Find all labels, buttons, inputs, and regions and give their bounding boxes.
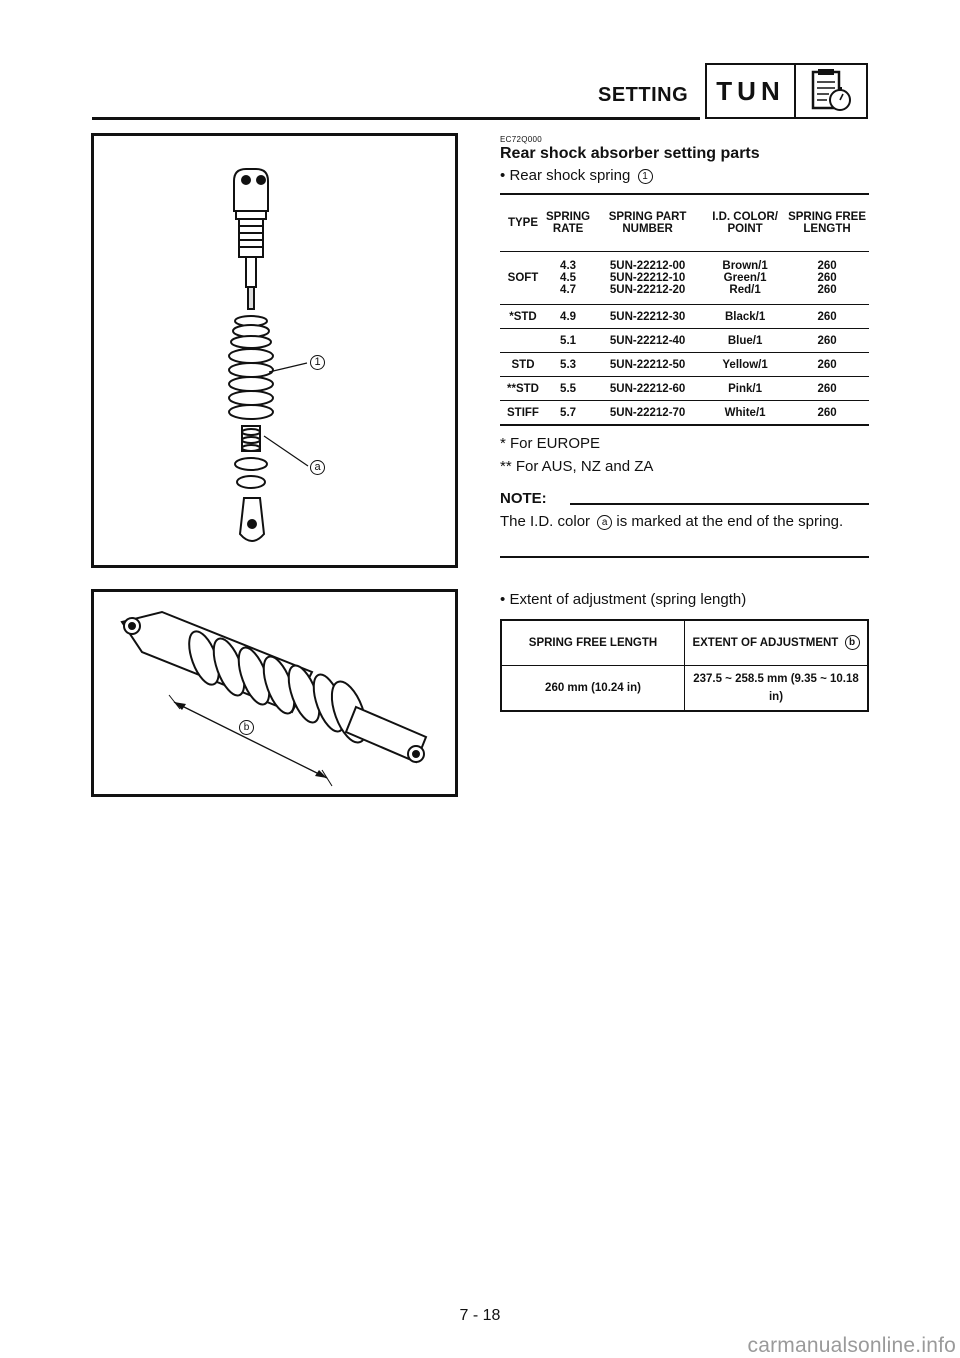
figure-shock-assembly	[91, 589, 458, 797]
cell: 260	[785, 329, 869, 353]
cell: 260 260 260	[785, 252, 869, 305]
cell	[500, 329, 546, 353]
cell: 5UN-22212-00 5UN-22212-10 5UN-22212-20	[590, 252, 705, 305]
cell: 5.7	[560, 406, 577, 419]
cell: Brown/1 Green/1 Red/1	[705, 252, 785, 305]
table-row	[500, 353, 869, 377]
cell: 5.1	[546, 329, 590, 353]
footnote-europe: * For EUROPE	[500, 435, 601, 452]
col-id-color: I.D. COLOR/ POINT	[705, 194, 785, 252]
table-row	[500, 401, 869, 426]
col-free-length: SPRING FREE LENGTH	[785, 194, 869, 252]
cell: Pink/1	[705, 377, 785, 401]
cell: 5.5	[546, 377, 590, 401]
bullet-text: Extent of adjustment (spring length)	[509, 591, 747, 608]
section-badge	[705, 63, 868, 119]
table-row	[501, 666, 868, 712]
cell: STD	[500, 353, 546, 377]
col-extent-label: EXTENT OF ADJUSTMENT	[692, 637, 839, 649]
shock-assembly-illustration	[94, 592, 455, 794]
col-part-number: SPRING PART NUMBER	[590, 194, 705, 252]
cell: 5UN-22212-60	[590, 377, 705, 401]
cell: 260	[785, 305, 869, 329]
callout-1: 1	[310, 355, 325, 370]
footnote-aus-nz-za: ** For AUS, NZ and ZA	[500, 458, 654, 475]
table-header-row	[500, 194, 869, 252]
adjustment-table	[500, 619, 869, 712]
cell: 5UN-22212-40	[590, 329, 705, 353]
cell: 5.3	[546, 353, 590, 377]
cell: SOFT	[500, 252, 546, 305]
cell-free-length-value: 260 mm (10.24 in)	[501, 666, 685, 712]
note-text-after: is marked at the end of the spring.	[616, 513, 844, 530]
note-rule-bottom	[500, 556, 869, 558]
bullet-dot: •	[500, 591, 506, 608]
cell: **STD	[500, 377, 546, 401]
cell: Black/1	[705, 305, 785, 329]
ref-callout-b: b	[845, 635, 860, 650]
figure-shock-spring-parts	[91, 133, 458, 568]
section-badge-label: TUN	[707, 65, 796, 117]
cell: 5UN-22212-70	[609, 406, 686, 419]
shock-spring-illustration	[94, 136, 455, 565]
bullet-rear-shock-spring	[500, 167, 653, 184]
cell: Yellow/1	[705, 353, 785, 377]
cell: 4.9	[546, 305, 590, 329]
page-title: SETTING	[598, 84, 689, 106]
bullet-dot: •	[500, 167, 506, 184]
section-code: EC72Q000	[500, 135, 542, 144]
cell: 4.3 4.5 4.7	[546, 252, 590, 305]
cell: 260	[817, 406, 837, 419]
cell: *STD	[500, 305, 546, 329]
ref-callout-a: a	[597, 515, 612, 530]
watermark: carmanualsonline.info	[747, 1334, 956, 1357]
bullet-text: Rear shock spring	[509, 167, 631, 184]
table-row	[500, 305, 869, 329]
note-rule-top	[570, 503, 869, 505]
note-label: NOTE:	[500, 490, 547, 507]
cell: 5UN-22212-50	[590, 353, 705, 377]
callout-b: b	[239, 720, 254, 735]
bullet-extent-adjustment	[500, 591, 746, 608]
header-rule	[92, 117, 700, 120]
col-extent-of-adjustment	[685, 620, 869, 666]
section-heading: Rear shock absorber setting parts	[500, 145, 760, 162]
cell: 5UN-22212-30	[590, 305, 705, 329]
note-text	[500, 510, 869, 534]
callout-a: a	[310, 460, 325, 475]
ref-callout-1: 1	[638, 169, 653, 184]
col-type: TYPE	[500, 194, 546, 252]
col-rate: SPRING RATE	[546, 194, 590, 252]
table-row	[500, 252, 869, 305]
table-header-row	[501, 620, 868, 666]
table-row	[500, 329, 869, 353]
cell: STIFF	[507, 406, 539, 419]
col-spring-free-length: SPRING FREE LENGTH	[501, 620, 685, 666]
cell-adjustment-value: 237.5 ~ 258.5 mm (9.35 ~ 10.18 in)	[693, 673, 859, 703]
cell: 260	[785, 377, 869, 401]
page-number: 7 - 18	[459, 1307, 501, 1324]
cell: 260	[785, 353, 869, 377]
cell: Blue/1	[705, 329, 785, 353]
spring-spec-table	[500, 193, 869, 426]
clipboard-stopwatch-icon	[796, 65, 866, 117]
note-text-before: The I.D. color	[500, 513, 591, 530]
cell: White/1	[724, 406, 766, 419]
table-row	[500, 377, 869, 401]
